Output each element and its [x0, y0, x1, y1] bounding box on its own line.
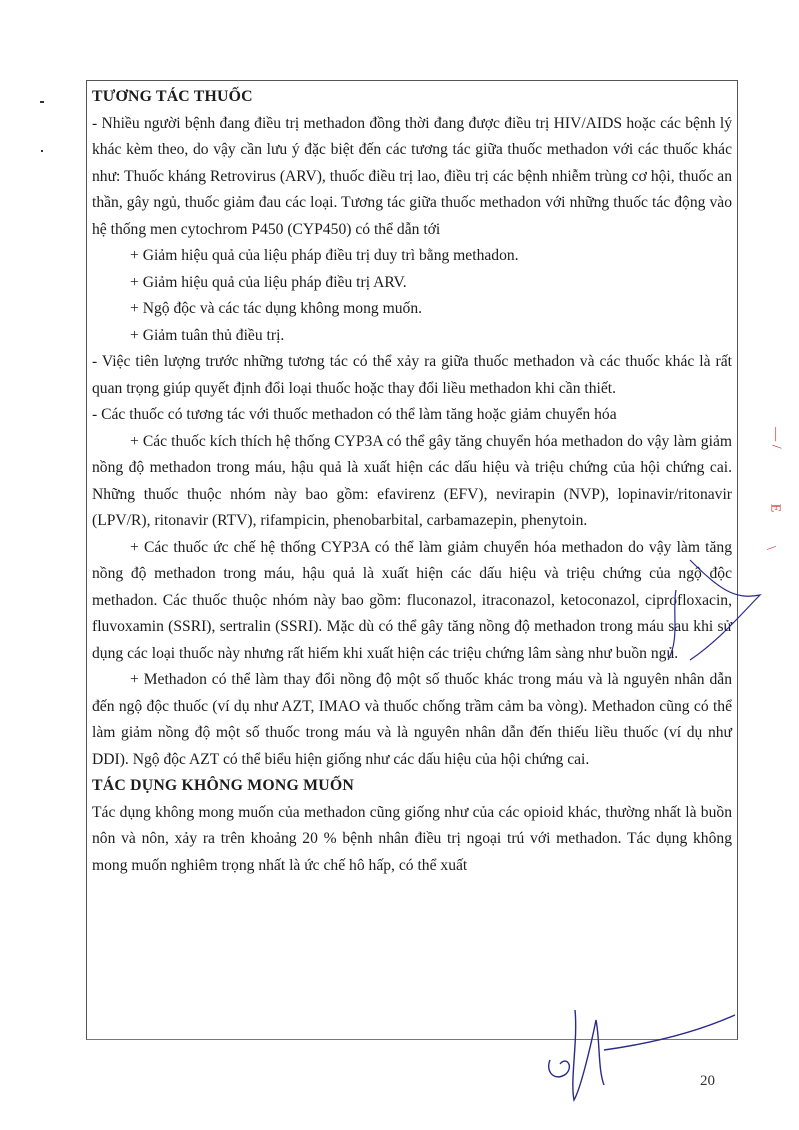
page-number: 20: [700, 1073, 715, 1089]
paragraph-adverse-effects: Tác dụng không mong muốn của methadon cũng giống như của các opioid khác, thường nhất là buồn nôn và nôn, xảy ra trên khoảng 20 % bệnh nhân điều trị ngoại trú với methadon. Tác dụng không mong muốn nghiêm trọng nhất là ức chế hô hấp, có thể xuất: [92, 803, 732, 874]
margin-stamp-mark: \: [762, 546, 778, 550]
section-heading-adverse-effects: TÁC DỤNG KHÔNG MONG MUỐN: [92, 777, 354, 794]
paragraph-cyp3a-inhibitors: + Các thuốc ức chế hệ thống CYP3A có thể làm giảm chuyển hóa methadon do vậy làm tăng nồng độ methadon trong máu, hậu quả là xuất hiện các dấu hiệu và triệu chứng của ngộ độc methadon. Các thuốc thuộc nhóm này bao gồm: fluconazol, itraconazol, ketoconazol, ciprofloxacin, fluvoxamin (SSRI), sertralin (SSRI). Mặc dù có thể gây tăng nồng độ methadon trong máu sau khi sử dụng các loại thuốc này nhưng rất hiếm khi xuất hiện các triệu chứng lâm sàng như buồn ngủ.: [92, 538, 732, 662]
paragraph-methadone-effects: + Methadon có thể làm thay đổi nồng độ một số thuốc khác trong máu và là nguyên nhân dẫn đến ngộ độc thuốc (ví dụ như AZT, IMAO và thuốc chống trầm cảm ba vòng). Methadon cũng có thể làm giảm nồng độ một số thuốc trong máu và là nguyên nhân dẫn đến thiếu liều thuốc (ví dụ như DDI). Ngộ độc AZT có thể biểu hiện giống như các dấu hiệu của hội chứng cai.: [92, 671, 732, 768]
margin-stamp-mark: — /: [768, 427, 784, 449]
paragraph-cyp3a-inducers: + Các thuốc kích thích hệ thống CYP3A có thể gây tăng chuyển hóa methadon do vậy làm giảm nồng độ methadon trong máu, hậu quả là xuất hiện các dấu hiệu và triệu chứng của hội chứng cai. Những thuốc thuộc nhóm này bao gồm: efavirenz (EFV), nevirapin (NVP), lopinavir/ritonavir (LPV/R), ritonavir (RTV), rifampicin, phenobarbital, carbamazepin, phenytoin.: [92, 432, 732, 529]
bullet-item: + Ngộ độc và các tác dụng không mong muốn.: [130, 300, 423, 317]
bullet-item: + Giảm tuân thủ điều trị.: [130, 326, 285, 344]
section-heading-drug-interactions: TƯƠNG TÁC THUỐC: [92, 88, 253, 105]
paragraph-interactions-intro: - Nhiều người bệnh đang điều trị methadon đồng thời đang được điều trị HIV/AIDS hoặc các bệnh lý khác kèm theo, do vậy cần lưu ý đặc biệt đến các tương tác giữa thuốc methadon với các thuốc khác như: Thuốc kháng Retrovirus (ARV), thuốc điều trị lao, điều trị các bệnh nhiễm trùng cơ hội, thuốc an thần, gây ngủ, thuốc giảm đau các loại. Tương tác giữa thuốc methadon với những thuốc tác động vào hệ thống men cytochrom P450 (CYP450) có thể dẫn tới: [92, 114, 732, 238]
bullet-item: + Giảm hiệu quả của liệu pháp điều trị ARV.: [130, 273, 407, 291]
paragraph-prognosis: - Việc tiên lượng trước những tương tác có thể xảy ra giữa thuốc methadon và các thuốc khác là rất quan trọng giúp quyết định đổi loại thuốc hoặc thay đổi liều methadon khi cần thiết.: [92, 353, 732, 397]
bullet-item: + Giảm hiệu quả của liệu pháp điều trị duy trì bằng methadon.: [130, 247, 519, 264]
paragraph-metabolism: - Các thuốc có tương tác với thuốc methadon có thể làm tăng hoặc giảm chuyển hóa: [92, 406, 617, 423]
margin-stamp-mark: E: [767, 503, 783, 513]
